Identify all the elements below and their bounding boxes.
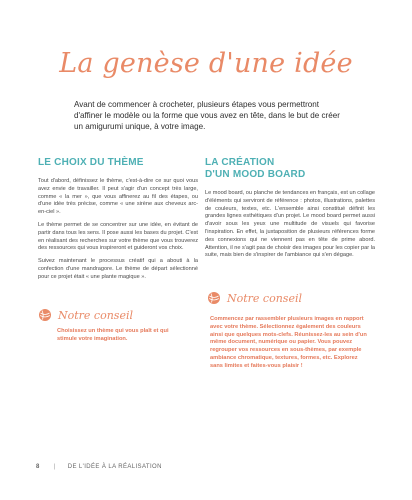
footer-separator: | [53, 464, 56, 470]
intro-paragraph: Avant de commencer à crocheter, plusieurs étapes vous permettront d'affiner le modèle ou la forme que vous avez en tête, dans le but de créer un amigurumi unique, à votre image. [74, 100, 340, 132]
footer-section: DE L'IDÉE À LA RÉALISATION [67, 464, 162, 470]
paragraph: Le thème permet de se concentrer sur une idée, en évitant de partir dans tous les sens. Il pose aussi les bases du projet. C'est en réalisant des recherches sur votre thème que vous trouverez des ressources qui vous inspireront et guideront vos choix. [38, 221, 198, 252]
page-number: 8 [36, 464, 40, 470]
yarn-ball-icon [38, 308, 52, 322]
advice-header-right [207, 291, 302, 305]
paragraph: Suivez maintenant le processus créatif qui a abouti à la confection d'une mandragore. Le thème de départ sélectionné pour ce projet était « une plante magique ». [38, 258, 198, 280]
section-theme [38, 157, 198, 287]
page-title: La genèse d'une idée [59, 48, 353, 79]
paragraph: Tout d'abord, définissez le thème, c'est-à-dire ce sur quoi vous avez envie de travailler. Il peut s'agir d'un concept très large, comme « la mer », que vous affinerez au fil des étapes, ou d'une idée très précise, comme « une sirène aux cheveux arc-en-ciel ». [38, 178, 198, 216]
yarn-ball-icon [207, 291, 221, 305]
advice-label: Notre conseil [58, 308, 133, 322]
page-footer [36, 464, 162, 470]
paragraph: Le mood board, ou planche de tendances en français, est un collage d'éléments qui serviront de référence : photos, illustrations, palettes de couleurs, textes, etc. L'ensemble ainsi constitué définit les grandes lignes esthétiques d'un projet. Le mood board permet aussi d'avoir sous les yeux une multitude de visuels qui favorise l'inspiration. En effet, la juxtaposition de plusieurs références forme des connexions qui ne viennent pas en tête de prime abord. Attention, il ne s'agit pas de choisir des images pour les copier par la suite, mais bien de s'inspirer de l'ambiance qui s'en dégage. [205, 190, 375, 259]
section-heading: LA CRÉATION D'UN MOOD BOARD [205, 157, 306, 180]
section-mood-board [205, 157, 375, 265]
advice-text: Choisissez un thème qui vous plaît et qui stimule votre imagination. [57, 328, 169, 342]
advice-text: Commencez par rassembler plusieurs images en rapport avec votre thème. Sélectionnez également des couleurs ainsi que quelques mots-clefs. Réunissez-les au sein d'un même document, numérique ou papier. Vous pouvez regrouper vos ressources en sous-thèmes, par exemple ambiance chromatique, textures, formes, etc. Explorez sans limites et faites-vous plaisir ! [210, 316, 367, 369]
advice-label: Notre conseil [227, 291, 302, 305]
advice-header-left [38, 308, 133, 322]
section-heading: LE CHOIX DU THÈME [38, 157, 144, 168]
